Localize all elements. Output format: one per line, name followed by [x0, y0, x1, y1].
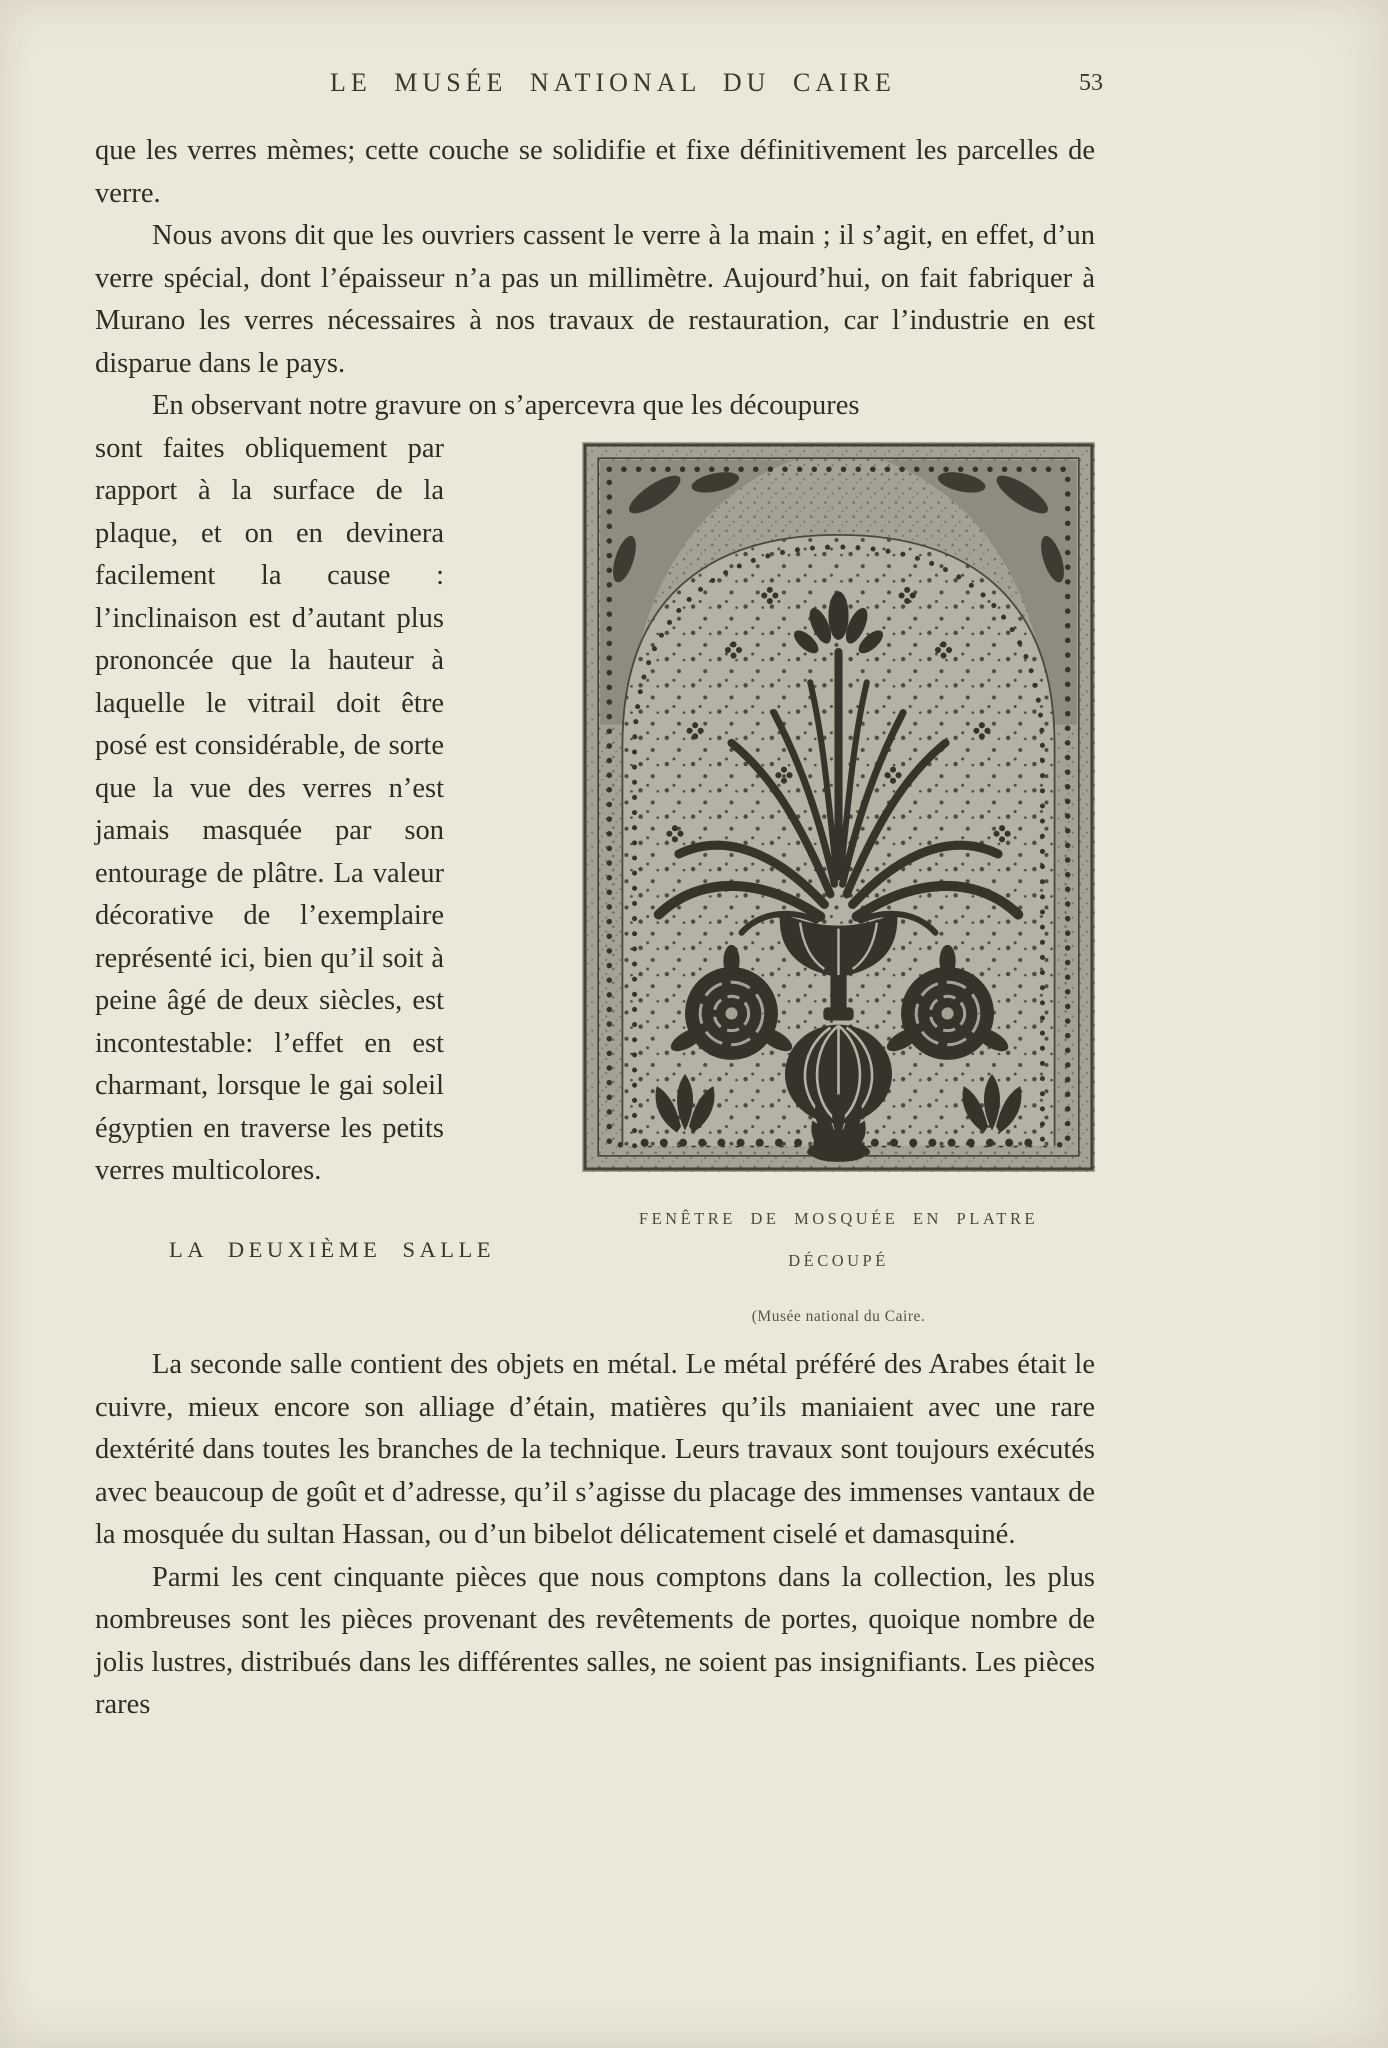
page-number: 53 [1079, 70, 1103, 96]
figure-mosque-window [582, 442, 1095, 1339]
paragraph-3-continued: sont faites obliquement par rapport à la surface de la plaque, et on en devinera facilement la cause : l’inclinaison est d’autant plus prononcée que la hauteur à laquelle le vitrail doit être posé est considérable, de sorte que la vue des verres n’est jamais masquée par son entourage de plâtre. La valeur décorative de l’exemplaire représenté ici, bien qu’il soit à peine âgé de deux siècles, est incontestable: l’effet en est charmant, lorsque le gai soleil égyptien en traverse les petits verres multicolores. [95, 432, 444, 1186]
body-text [95, 130, 1095, 1727]
paragraph-4: La seconde salle contient des objets en métal. Le métal préféré des Arabes était le cuivre, mieux encore son alliage d’étain, matières qu’ils maniaient avec une rare dextérité dans toutes les branches de la technique. Leurs travaux sont toujours exécutés avec beaucoup de goût et d’adresse, qu’il s’agisse du placage des immenses vantaux de la mosquée du sultan Hassan, ou d’un bibelot délicatement ciselé et damasquiné. [95, 1349, 1095, 1550]
paragraph-3-lead: En observant notre gravure on s’apercevra que les découpures [152, 390, 860, 421]
page-content [95, 0, 1103, 1727]
figure-caption: FENÊTRE DE MOSQUÉE EN PLATRE DÉCOUPÉ [638, 1208, 1039, 1270]
running-head [95, 68, 1103, 108]
paragraph-2: Nous avons dit que les ouvriers cassent le verre à la main ; il s’agit, en effet, d’un verre spécial, dont l’épaisseur n’a pas un millimètre. Aujourd’hui, on fait fabriquer à Murano les verres nécessaires à nos travaux de restauration, car l’industrie en est disparue dans le pays. [95, 220, 1095, 379]
running-title: LE MUSÉE NATIONAL DU CAIRE [330, 68, 896, 97]
paragraph-5: Parmi les cent cinquante pièces que nous comptons dans la collection, les plus nombreuses sont les pièces provenant des revêtements de portes, quoique nombre de jolis lustres, distribués dans les différentes salles, ne soient pas insignifiants. Les pièces rares [95, 1561, 1095, 1720]
section-heading: LA DEUXIÈME SALLE [169, 1236, 495, 1262]
figure-caption-source: (Musée national du Caire. [751, 1307, 926, 1325]
mosque-window-engraving-image [582, 442, 1095, 1172]
paragraph-1: que les verres mèmes; cette couche se solidifie et fixe définitivement les parcelles de verre. [95, 135, 1095, 209]
